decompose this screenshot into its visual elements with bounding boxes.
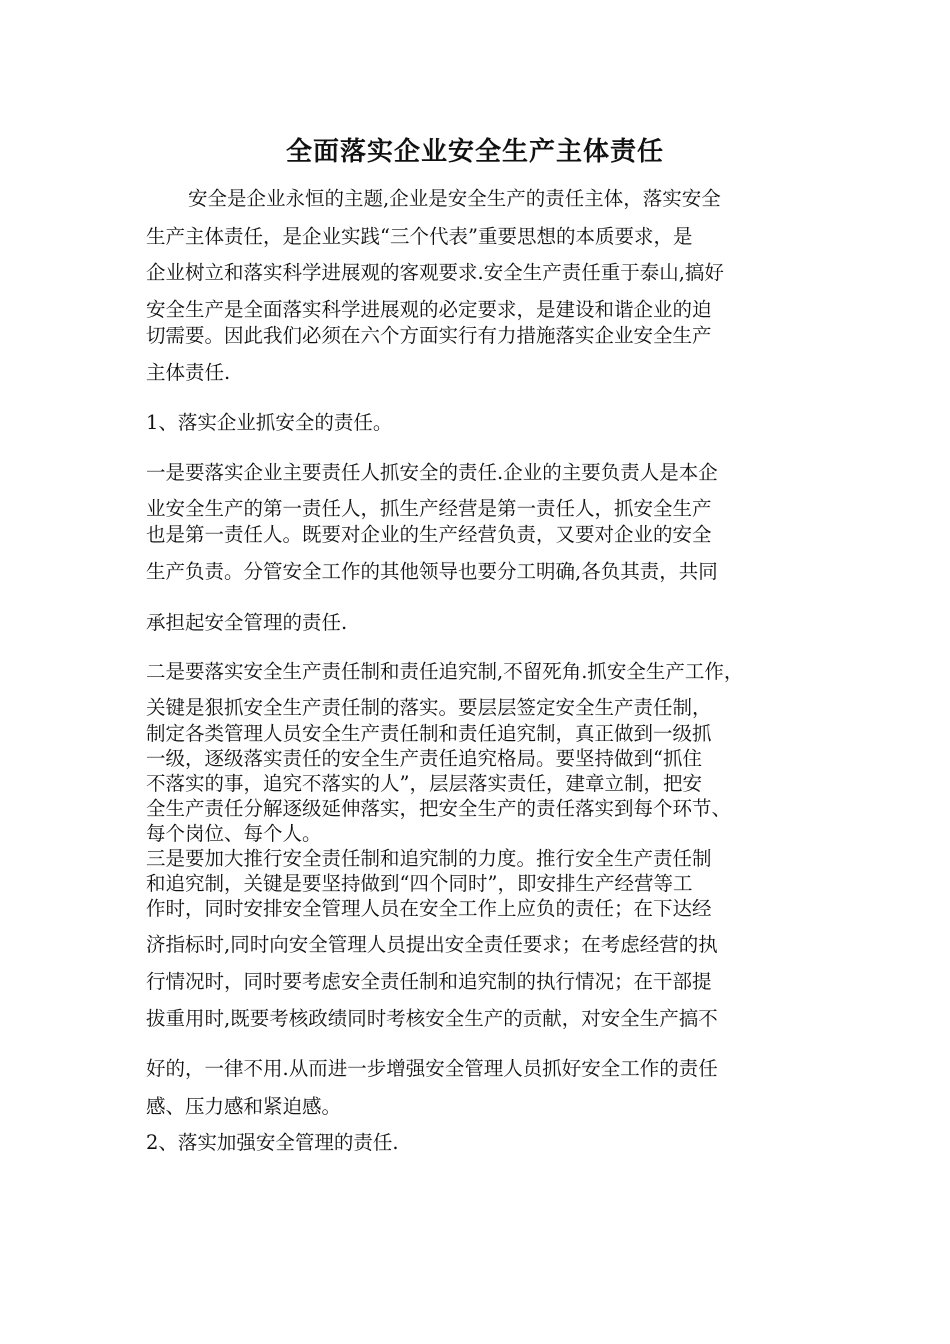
text-line: 也是第一责任人。既要对企业的生产经营负责，又要对企业的安全 bbox=[146, 523, 712, 546]
text-line: 承担起安全管理的责任. bbox=[146, 611, 348, 634]
text-line: 全生产责任分解逐级延伸落实，把安全生产的责任落实到每个环节、 bbox=[146, 797, 732, 820]
text-line: 行情况时，同时要考虑安全责任制和追究制的执行情况；在干部提 bbox=[146, 970, 712, 993]
text-line: 关键是狠抓安全生产责任制的落实。要层层签定安全生产责任制， bbox=[146, 696, 712, 719]
text-line: 作时，同时安排安全管理人员在安全工作上应负的责任；在下达经 bbox=[146, 897, 712, 920]
text-line: 感、压力感和紧迫感。 bbox=[146, 1095, 342, 1118]
text-line: 切需要。因此我们必须在六个方面实行有力措施落实企业安全生产 bbox=[146, 324, 712, 347]
text-line: 企业树立和落实科学进展观的客观要求.安全生产责任重于泰山,搞好 bbox=[146, 261, 724, 284]
section-heading: 1、落实企业抓安全的责任。 bbox=[146, 411, 393, 434]
text-line: 业安全生产的第一责任人，抓生产经营是第一责任人，抓安全生产 bbox=[146, 497, 712, 520]
text-line: 安全是企业永恒的主题,企业是安全生产的责任主体，落实安全 bbox=[188, 187, 721, 210]
text-line: 生产主体责任，是企业实践“三个代表”重要思想的本质要求，是 bbox=[146, 225, 693, 248]
text-line: 拔重用时,既要考核政绩同时考核安全生产的贡献，对安全生产搞不 bbox=[146, 1007, 718, 1030]
text-line: 一是要落实企业主要责任人抓安全的责任.企业的主要负责人是本企 bbox=[146, 461, 718, 484]
text-line: 每个岗位、每个人。 bbox=[146, 822, 322, 845]
text-line: 安全生产是全面落实科学进展观的必定要求，是建设和谐企业的迫 bbox=[146, 298, 712, 321]
text-line: 主体责任. bbox=[146, 361, 231, 384]
text-line: 二是要落实安全生产责任制和责任追究制,不留死角.抓安全生产工作， bbox=[146, 660, 744, 683]
text-line: 好的，一律不用.从而进一步增强安全管理人员抓好安全工作的责任 bbox=[146, 1057, 718, 1080]
text-line: 三是要加大推行安全责任制和追究制的力度。推行安全生产责任制 bbox=[146, 847, 712, 870]
text-line: 和追究制，关键是要坚持做到“四个同时”，即安排生产经营等工 bbox=[146, 872, 693, 895]
page-title: 全面落实企业安全生产主体责任 bbox=[285, 137, 664, 167]
text-line: 济指标时,同时向安全管理人员提出安全责任要求；在考虑经营的执 bbox=[146, 933, 718, 956]
text-line: 生产负责。分管安全工作的其他领导也要分工明确,各负其责，共同 bbox=[146, 560, 718, 583]
section-heading: 2、落实加强安全管理的责任. bbox=[146, 1131, 399, 1154]
text-line: 制定各类管理人员安全生产责任制和责任追究制，真正做到一级抓 bbox=[146, 722, 712, 745]
text-line: 一级，逐级落实责任的安全生产责任追究格局。要坚持做到“抓住 bbox=[146, 747, 702, 770]
text-line: 不落实的事，追究不落实的人”，层层落实责任，建章立制，把安 bbox=[146, 772, 702, 795]
